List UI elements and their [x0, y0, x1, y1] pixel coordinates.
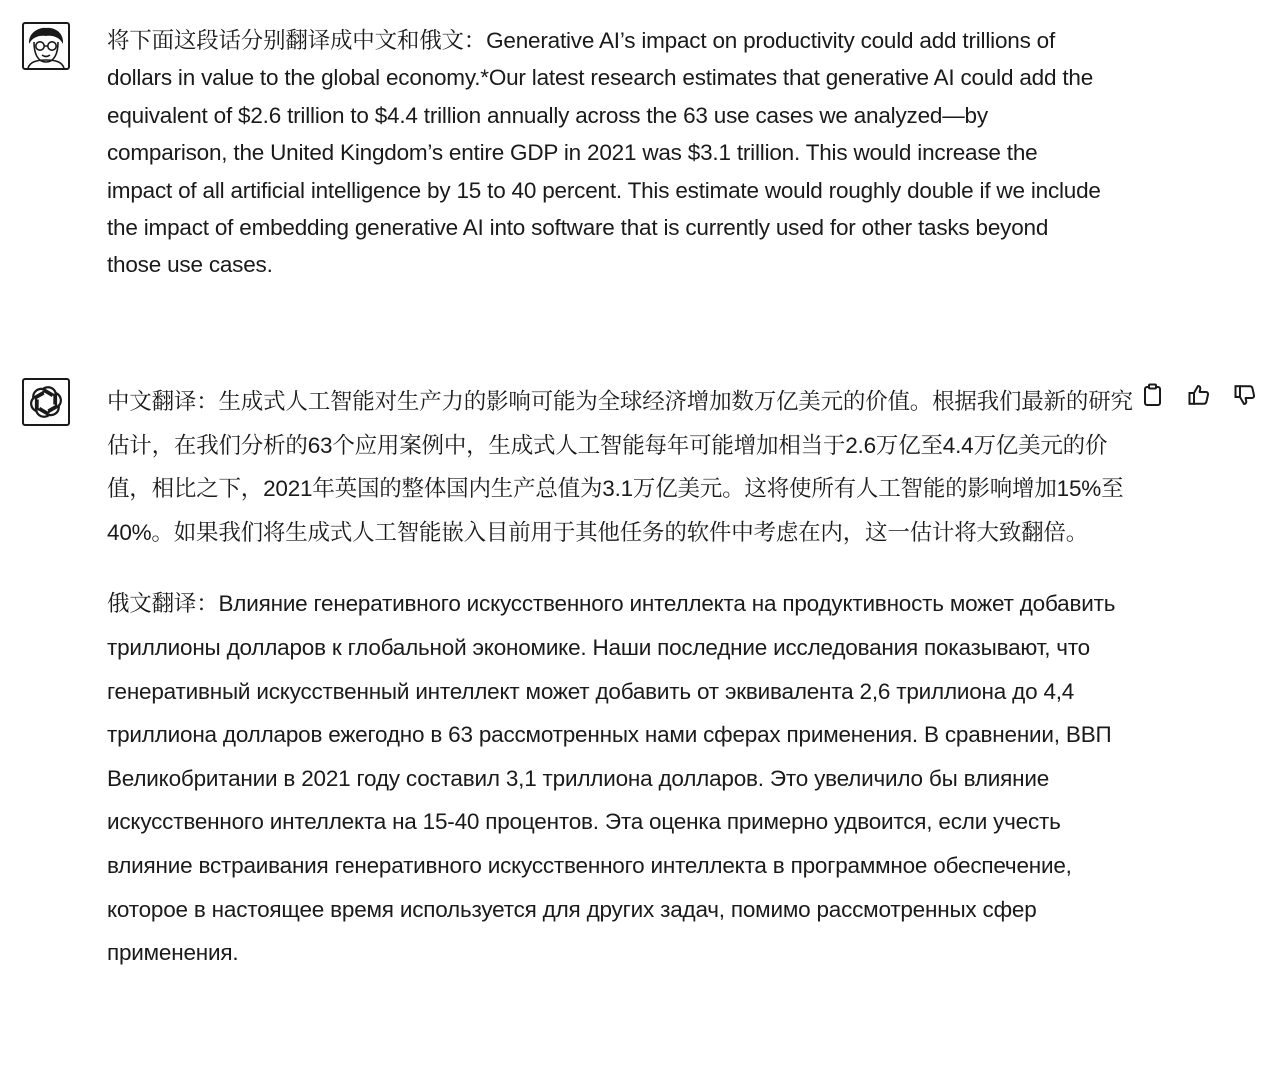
- thumbs-down-button[interactable]: [1232, 382, 1258, 408]
- thumbs-up-icon: [1187, 383, 1211, 407]
- message-actions: [1140, 382, 1258, 408]
- openai-logo-icon: [22, 378, 70, 426]
- user-message-text: [107, 22, 1107, 284]
- user-cartoon-avatar-icon: [22, 22, 70, 70]
- copy-button[interactable]: [1140, 382, 1166, 408]
- thumbs-down-icon: [1233, 383, 1257, 407]
- copy-icon: [1142, 383, 1164, 407]
- user-message-paragraph: 将下面这段话分别翻译成中文和俄文：Generative AI’s impact on productivity could add trillions of dollars in value to the global economy.*Our latest research estimates that generative AI could add the equivalent of $2.6 trillion to $4.4 trillion annually across the 63 use cases we analyzed—by comparison, the United Kingdom’s entire GDP in 2021 was $3.1 trillion. This would increase the impact of all artificial intelligence by 15 to 40 percent. This estimate would roughly double if we include the impact of embedding generative AI into software that is currently used for other tasks beyond those use cases.: [107, 28, 1101, 278]
- chinese-translation-paragraph: 中文翻译：生成式人工智能对生产力的影响可能为全球经济增加数万亿美元的价值。根据我们最新的研究估计，在我们分析的63个应用案例中，生成式人工智能每年可能增加相当于2.6万亿至4.4万亿美元的价值，相比之下，2021年英国的整体国内生产总值为3.1万亿美元。这将使所有人工智能的影响增加15%至40%。如果我们将生成式人工智能嵌入目前用于其他任务的软件中考虑在内，这一估计将大致翻倍。: [107, 389, 1133, 545]
- assistant-message-text: [107, 380, 1137, 975]
- thumbs-up-button[interactable]: [1186, 382, 1212, 408]
- russian-translation-paragraph: 俄文翻译：Влияние генеративного искусственного интеллекта на продуктивность может добавить триллионы долларов к глобальной экономике. Наши последние исследования показывают, что генеративный искусственный интеллект может добавить от эквивалента 2,6 триллиона до 4,4 триллиона долларов ежегодно в 63 рассмотренных нами сферах применения. В сравнении, ВВП Великобритании в 2021 году составил 3,1 триллиона долларов. Это увеличило бы влияние искусственного интеллекта на 15-40 процентов. Эта оценка примерно удвоится, если учесть влияние встраивания генеративного искусственного интеллекта в программное обеспечение, которое в настоящее время используется для других задач, помимо рассмотренных сфер применения.: [107, 591, 1116, 966]
